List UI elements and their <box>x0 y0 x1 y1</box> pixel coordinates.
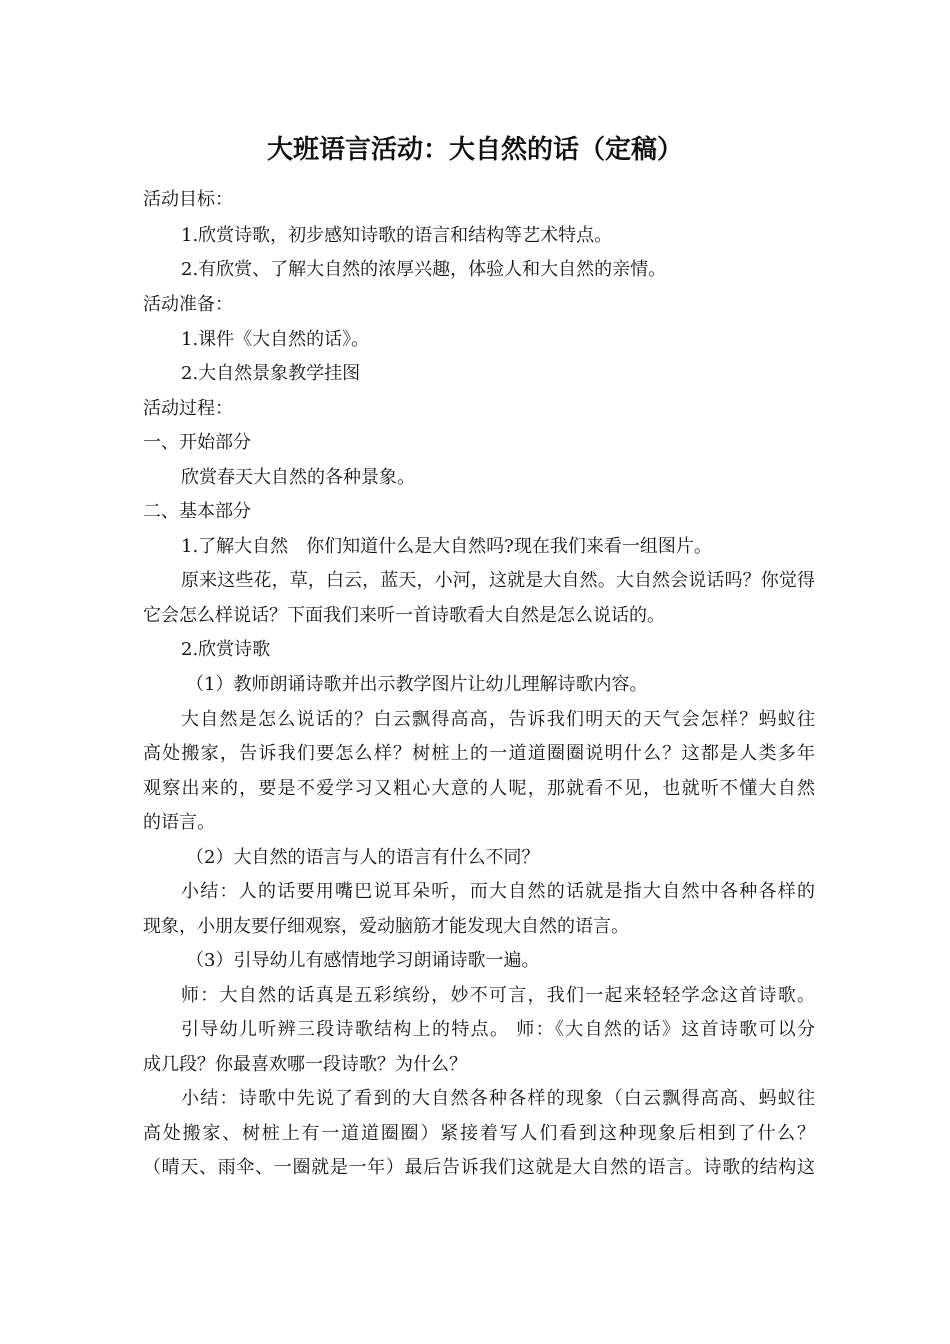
paragraph-line: 大自然是怎么说话的？白云飘得高高，告诉我们明天的天气会怎样？蚂蚁往 <box>181 709 815 730</box>
paragraph-line: 师：大自然的话真是五彩缤纷，妙不可言，我们一起来轻轻学念这首诗歌。 <box>181 985 815 1006</box>
section-heading-start: 一、开始部分 <box>143 432 251 453</box>
section-heading-process: 活动过程： <box>143 398 233 419</box>
paragraph-line: （3）引导幼儿有感情地学习朗诵诗歌一遍。 <box>186 950 540 971</box>
paragraph-line: 引导幼儿听辨三段诗歌结构上的特点。 师：《大自然的话》这首诗歌可以分 <box>181 1019 815 1040</box>
paragraph-line: 小结：诗歌中先说了看到的大自然各种各样的现象（白云飘得高高、蚂蚁往 <box>181 1088 815 1109</box>
section-heading-goals: 活动目标： <box>143 189 233 210</box>
paragraph-line: （2）大自然的语言与人的语言有什么不同？ <box>186 847 540 868</box>
document-title: 大班语言活动：大自然的话（定稿） <box>266 135 683 165</box>
paragraph-line: 2.大自然景象教学挂图 <box>181 363 361 384</box>
paragraph-line: 1.了解大自然 你们知道什么是大自然吗?现在我们来看一组图片。 <box>181 536 712 557</box>
paragraph-line: 高处搬家、树桩上有一道道圈圈）紧接着写人们看到这种现象后相到了什么？ <box>143 1123 815 1144</box>
paragraph-line: 1.欣赏诗歌，初步感知诗歌的语言和结构等艺术特点。 <box>181 225 613 246</box>
paragraph-line: 成几段？你最喜欢哪一段诗歌？为什么？ <box>143 1054 467 1075</box>
paragraph-line: 观察出来的，要是不爱学习又粗心大意的人呢，那就看不见，也就听不懂大自然 <box>143 778 815 799</box>
paragraph-line: 2.有欣赏、了解大自然的浓厚兴趣，体验人和大自然的亲情。 <box>181 259 667 280</box>
paragraph-line: 它会怎么样说话？下面我们来听一首诗歌看大自然是怎么说话的。 <box>143 605 665 626</box>
section-heading-preparation: 活动准备： <box>143 294 233 315</box>
paragraph-line: 原来这些花，草，白云，蓝天，小河，这就是大自然。大自然会说话吗？你觉得 <box>181 570 815 591</box>
paragraph-line: 的语言。 <box>143 812 215 833</box>
paragraph-line: 2.欣赏诗歌 <box>181 639 271 660</box>
paragraph-line: 1.课件《大自然的话》。 <box>181 329 370 350</box>
paragraph-line: （1）教师朗诵诗歌并出示教学图片让幼儿理解诗歌内容。 <box>186 674 648 695</box>
paragraph-line: 高处搬家，告诉我们要怎么样？树桩上的一道道圈圈说明什么？这都是人类多年 <box>143 743 815 764</box>
paragraph-line: 小结：人的话要用嘴巴说耳朵听，而大自然的话就是指大自然中各种各样的 <box>181 881 815 902</box>
paragraph-line: （晴天、雨伞、一圈就是一年）最后告诉我们这就是大自然的语言。诗歌的结构这 <box>143 1157 815 1178</box>
paragraph-line: 现象，小朋友要仔细观察，爱动脑筋才能发现大自然的语言。 <box>143 916 629 937</box>
paragraph-line: 欣赏春天大自然的各种景象。 <box>181 467 415 488</box>
section-heading-basic: 二、基本部分 <box>143 501 251 522</box>
